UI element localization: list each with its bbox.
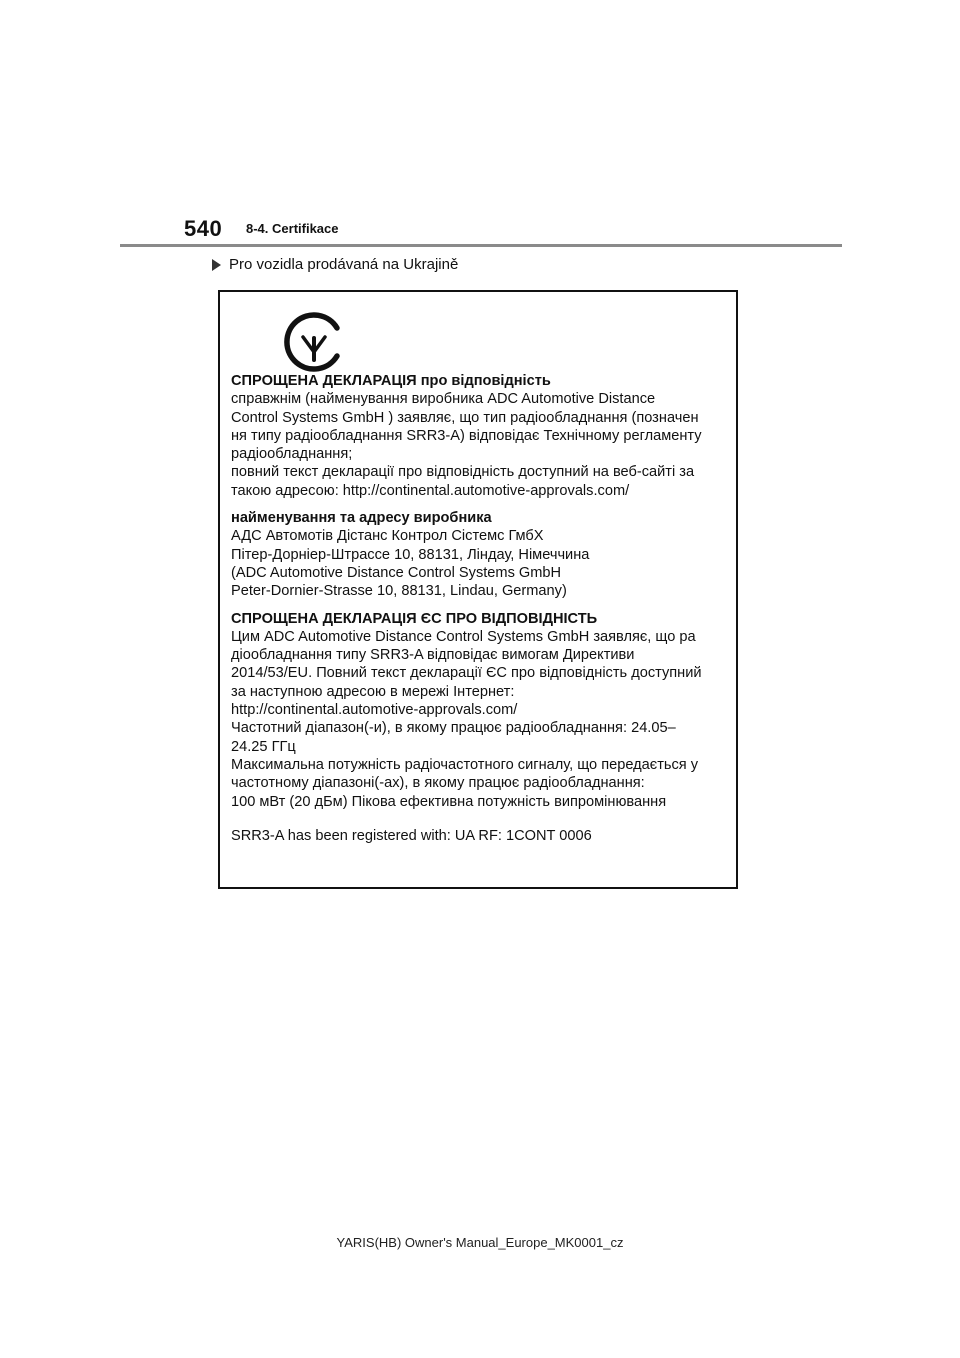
page-number: 540 [184, 216, 223, 241]
block1-line: такою адресою: http://continental.automotive-approvals.com/ [231, 482, 630, 499]
block3-line: 24.25 ГГц [231, 738, 296, 755]
declaration-box [218, 290, 738, 889]
block1 [231, 372, 735, 500]
subheading [212, 256, 458, 273]
block2-line: АДС Автомотів Дістанс Контрол Сістемс ГмбХ [231, 528, 544, 545]
block2-title: найменування та адресу виробника [231, 510, 492, 527]
block3-line: діообладнання типу SRR3-A відповідає вимогам Директиви [231, 647, 635, 664]
block2-line: Пітер-Дорніер-Штрассе 10, 88131, Ліндау, Німеччина [231, 546, 590, 563]
block1-line: Control Systems GmbH ) заявляє, що тип радіообладнання (позначен [231, 409, 699, 426]
block3-line: Максимальна потужність радіочастотного сигналу, що передається у [231, 756, 699, 773]
block1-title: СПРОЩЕНА ДЕКЛАРАЦІЯ про відповідність [231, 373, 551, 389]
registration-line: SRR3-A has been registered with: UA RF: 1CONT 0006 [231, 827, 592, 844]
block2 [231, 509, 735, 600]
ukrainian-conformity-mark-icon [282, 310, 346, 374]
block2-line: Peter-Dornier-Strasse 10, 88131, Lindau, Germany) [231, 583, 567, 600]
block3-line: Частотний діапазон(-и), в якому працює радіообладнання: 24.05– [231, 720, 676, 737]
block3-line: 2014/53/EU. Повний текст декларації ЄС про відповідність доступний [231, 665, 702, 682]
block1-line: повний текст декларації про відповідність доступний на веб-сайті за [231, 464, 695, 481]
block3-title: СПРОЩЕНА ДЕКЛАРАЦІЯ ЄС ПРО ВІДПОВІДНІСТЬ [231, 610, 598, 627]
document-footer: YARIS(HB) Owner's Manual_Europe_MK0001_cz [336, 1235, 624, 1250]
block3-line: http://continental.automotive-approvals.com/ [231, 702, 518, 719]
block3-line: частотному діапазоні(-ах), в якому працює радіообладнання: [231, 775, 645, 792]
block1-line: ня типу радіообладнання SRR3-A) відповідає Технічному регламенту [231, 427, 702, 444]
block1-line: радіообладнання; [231, 446, 353, 463]
subheading-text: Pro vozidla prodávaná na Ukrajině [229, 256, 459, 273]
block3-line: Цим ADC Automotive Distance Control Systems GmbH заявляє, що ра [231, 628, 696, 645]
header-rule [120, 244, 842, 247]
block3-line: за наступною адресою в мережі Інтернет: [231, 683, 515, 700]
block1-line: справжнім (найменування виробника ADC Automotive Distance [231, 391, 656, 408]
section-title: 8-4. Certifikace [246, 221, 339, 236]
declaration-content [231, 372, 735, 845]
block2-line: (ADC Automotive Distance Control Systems GmbH [231, 564, 562, 581]
triangle-bullet-icon [212, 259, 221, 271]
block3-line: 100 мВт (20 дБм) Пікова ефективна потужність випромінювання [231, 793, 667, 810]
block3 [231, 610, 735, 811]
